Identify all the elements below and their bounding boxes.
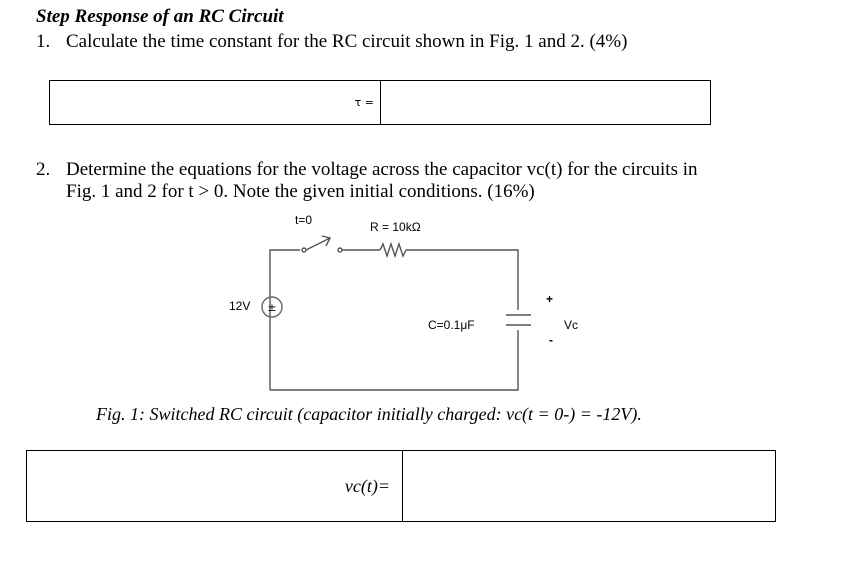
resistor-symbol [380,244,406,256]
switch-blade [306,236,330,250]
bottom-wire [270,330,518,390]
switch-label: t=0 [295,213,313,227]
vc-label: Vc [564,318,579,332]
question-2-line-1: Determine the equations for the voltage across the capacitor vc(t) for the circuits in [66,159,698,180]
voltage-source-polarity-icon: ± [267,301,277,314]
capacitor-plates [506,315,531,325]
page-title: Step Response of an RC Circuit [36,6,284,27]
vc-equation-answer-cell[interactable] [403,451,775,521]
figure-caption: Fig. 1: Switched RC circuit (capacitor initially charged: vc(t = 0-) = -12V). [96,404,642,424]
vc-equation-answer-box [26,450,776,522]
minus-sign: - [549,333,553,347]
plus-sign: + [546,292,554,306]
capacitor-label: C=0.1μF [428,318,475,332]
source-label: 12V [229,299,251,313]
vc-equation-label: vc(t)= [344,475,390,496]
switch-contact-left [302,248,306,252]
top-right-wire [406,250,518,310]
switch-contact-right [338,248,342,252]
left-wire [270,250,300,390]
resistor-label: R = 10kΩ [370,220,421,234]
time-constant-label: τ = [354,96,374,109]
question-1-text: Calculate the time constant for the RC circuit shown in Fig. 1 and 2. (4%) [66,31,628,52]
question-2-number: 2. [36,159,51,180]
question-1-number: 1. [36,31,51,52]
question-2-line-2: Fig. 1 and 2 for t > 0. Note the given initial conditions. (16%) [66,181,535,202]
vc-equation-label-cell [27,451,403,521]
